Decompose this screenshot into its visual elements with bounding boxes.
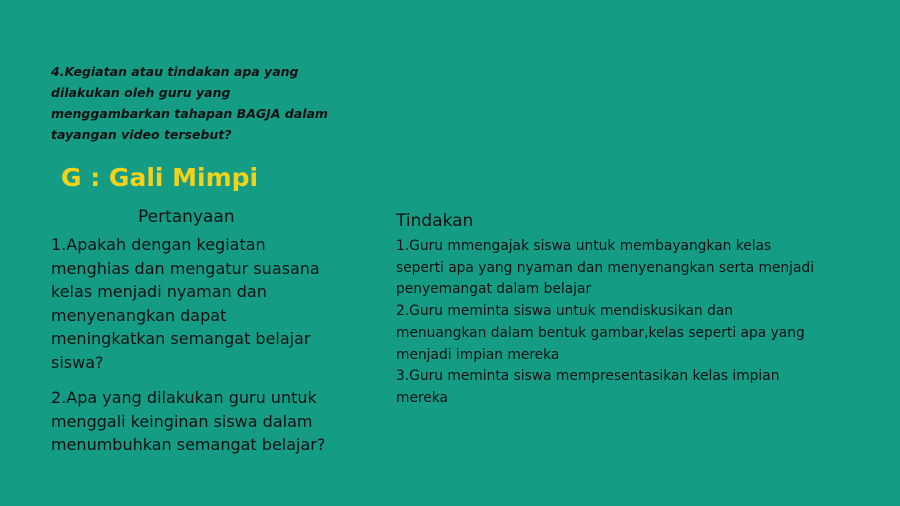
tindakan-item <box>396 236 886 301</box>
tindakan-item <box>396 366 886 409</box>
tindakan-line: penyemangat dalam belajar <box>396 281 592 298</box>
pertanyaan-line: siswa? <box>51 352 104 372</box>
pertanyaan-line: menumbuhkan semangat belajar? <box>51 435 326 454</box>
pertanyaan-item <box>51 233 371 374</box>
pertanyaan-line: 1.Apakah dengan kegiatan <box>51 235 266 254</box>
pertanyaan-line: kelas menjadi nyaman dan <box>51 282 267 301</box>
tindakan-line: mereka <box>396 389 448 406</box>
stage-title: G : Gali Mimpi <box>61 163 259 192</box>
pertanyaan-line: menghias dan mengatur suasana <box>51 258 320 278</box>
question-line: menggambarkan tahapan BAGJA dalam <box>51 106 328 121</box>
tindakan-list <box>396 236 886 410</box>
question-text <box>51 61 371 145</box>
tindakan-item <box>396 301 886 366</box>
pertanyaan-heading: Pertanyaan <box>138 207 235 227</box>
question-line: dilakukan oleh guru yang <box>51 85 231 100</box>
pertanyaan-line: menggali keinginan siswa dalam <box>51 411 313 431</box>
tindakan-heading: Tindakan <box>396 211 474 231</box>
pertanyaan-line: 2.Apa yang dilakukan guru untuk <box>51 388 317 407</box>
tindakan-line: menjadi impian mereka <box>396 346 560 363</box>
pertanyaan-line: meningkatkan semangat belajar <box>51 329 311 348</box>
pertanyaan-line: menyenangkan dapat <box>51 305 227 325</box>
tindakan-line: 3.Guru meminta siswa mempresentasikan kelas impian <box>396 368 780 385</box>
tindakan-line: 2.Guru meminta siswa untuk mendiskusikan dan <box>396 303 734 320</box>
tindakan-line: seperti apa yang nyaman dan menyenangkan serta menjadi <box>396 259 815 276</box>
question-line: 4.Kegiatan atau tindakan apa yang <box>51 64 299 79</box>
pertanyaan-list <box>51 233 371 457</box>
pertanyaan-item <box>51 386 371 457</box>
tindakan-line: menuangkan dalam bentuk gambar,kelas seperti apa yang <box>396 324 805 341</box>
question-line: tayangan video tersebut? <box>51 127 232 142</box>
tindakan-line: 1.Guru mmengajak siswa untuk membayangkan kelas <box>396 238 772 254</box>
